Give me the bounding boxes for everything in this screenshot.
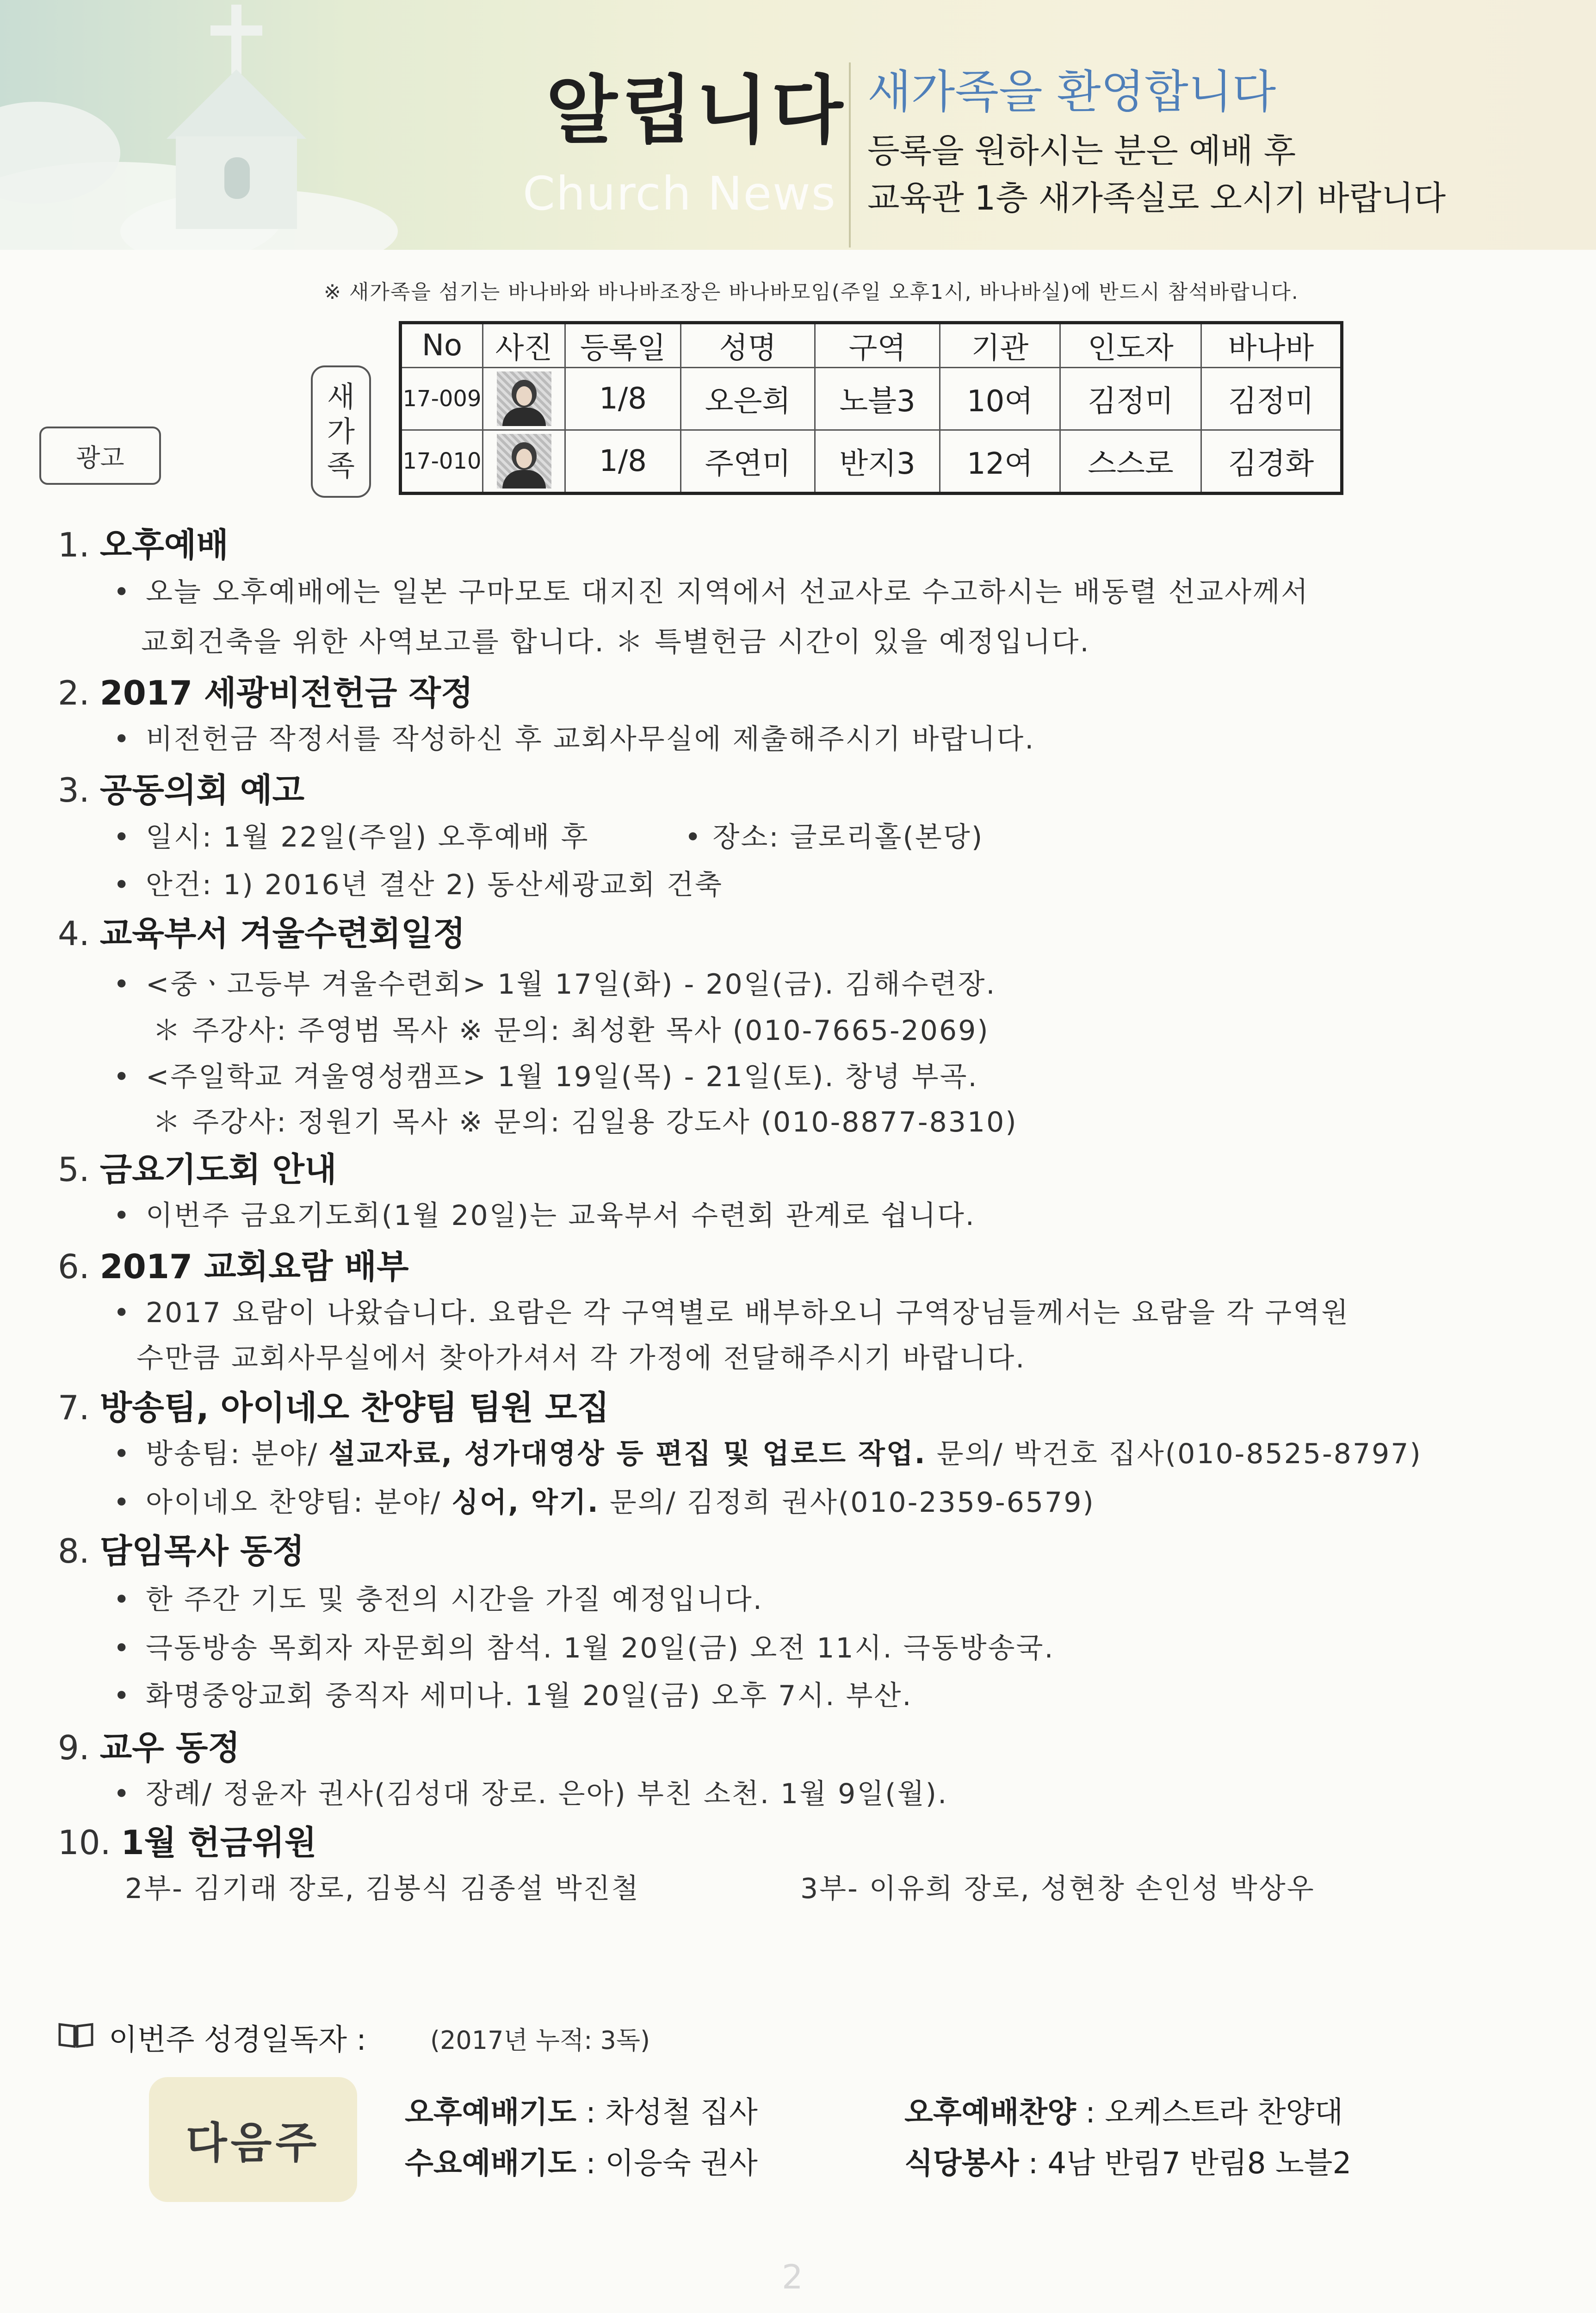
section-line: • 장례/ 정윤자 권사(김성대 장로. 은아) 부친 소천. 1월 9일(월). xyxy=(113,1778,948,1810)
cell-org: 10여 xyxy=(940,368,1060,430)
section-heading: 오후예배 xyxy=(99,526,229,564)
section-line: • <중ㆍ고등부 겨울수련회> 1월 17일(화) - 20일(금). 김해수련장. xyxy=(113,968,996,1001)
bible-reading-label: 이번주 성경일독자 : xyxy=(109,2023,366,2057)
section-line: • 방송팀: 분야/ 설교자료, 성가대영상 등 편집 및 업로드 작업. 문의/ 박건호 집사(010-8525-8797) xyxy=(113,1438,1422,1470)
barnabas-notice: ※ 새가족을 섬기는 바나바와 바나바조장은 바나바모임(주일 오후1시, 바나바실)에 반드시 참석바랍니다. xyxy=(324,280,1299,304)
section-heading: 교육부서 겨울수련회일정 xyxy=(99,914,465,953)
section-title xyxy=(58,1721,240,1769)
banner-divider xyxy=(849,62,851,247)
section-line: • 극동방송 목회자 자문회의 참석. 1월 20일(금) 오전 11시. 극동방송국. xyxy=(113,1632,1055,1664)
church-illustration xyxy=(0,0,509,250)
section-title xyxy=(58,1143,337,1191)
cell-guide: 김정미 xyxy=(1060,368,1201,430)
next-week-label: 다음주 xyxy=(186,2118,321,2168)
column-header: No xyxy=(401,323,483,368)
bible-reading-note: (2017년 누적: 3독) xyxy=(430,2026,650,2055)
cell-name: 주연미 xyxy=(681,430,815,493)
section-title xyxy=(58,1381,609,1429)
side-label-char: 새 xyxy=(327,380,355,414)
section-number: 5. xyxy=(58,1150,90,1189)
welcome-title: 새가족을 환영합니다 xyxy=(867,66,1276,118)
section-heading: 교우 동정 xyxy=(99,1728,240,1767)
next-week-item: 오후예배찬양 : 오케스트라 찬양대 xyxy=(904,2096,1343,2130)
ad-label-box xyxy=(39,427,161,485)
next-week-item: 오후예배기도 : 차성철 집사 xyxy=(405,2096,758,2130)
section-line: ＊ 주강사: 정원기 목사 ※ 문의: 김일용 강도사 (010-8877-8310) xyxy=(153,1106,1018,1138)
section-number: 3. xyxy=(58,771,90,810)
new-family-side-label xyxy=(311,365,371,498)
column-header: 사진 xyxy=(483,323,565,368)
section-heading: 공동의회 예고 xyxy=(99,771,305,810)
column-header: 등록일 xyxy=(565,323,681,368)
column-header: 성명 xyxy=(681,323,815,368)
column-header: 바나바 xyxy=(1201,323,1342,368)
next-week-box xyxy=(149,2077,357,2202)
section-title xyxy=(58,1816,316,1864)
cell-photo xyxy=(483,368,565,430)
section-number: 2. xyxy=(58,674,90,712)
section-line: • 안건: 1) 2016년 결산 2) 동산세광교회 건축 xyxy=(113,869,723,901)
cell-guide: 스스로 xyxy=(1060,430,1201,493)
cell-org: 12여 xyxy=(940,430,1060,493)
section-number: 10. xyxy=(58,1823,111,1862)
section-heading: 2017 세광비전헌금 작정 xyxy=(99,674,473,712)
cell-no: 17-010 xyxy=(401,430,483,493)
section-title xyxy=(58,1240,409,1288)
welcome-line-2: 교육관 1층 새가족실로 오시기 바랍니다 xyxy=(867,179,1446,217)
cell-barnabas: 김경화 xyxy=(1201,430,1342,493)
cell-date: 1/8 xyxy=(565,368,681,430)
section-line: • 한 주간 기도 및 충전의 시간을 가질 예정입니다. xyxy=(113,1583,763,1616)
cell-district: 노블3 xyxy=(815,368,940,430)
member-photo xyxy=(497,434,551,489)
side-label-char: 가 xyxy=(327,414,355,448)
new-family-table xyxy=(399,321,1343,495)
section-heading: 담임목사 동정 xyxy=(99,1532,305,1571)
section-heading: 1월 헌금위원 xyxy=(121,1823,317,1862)
ad-label: 광고 xyxy=(76,443,124,472)
section-number: 6. xyxy=(58,1247,90,1286)
section-line: • 아이네오 찬양팀: 분야/ 싱어, 악기. 문의/ 김정희 권사(010-2359-6579) xyxy=(113,1486,1095,1519)
section-title xyxy=(58,1524,304,1572)
section-heading: 방송팀, 아이네오 찬양팀 팀원 모집 xyxy=(99,1388,610,1427)
section-line: • 이번주 금요기도회(1월 20일)는 교육부서 수련회 관계로 쉽니다. xyxy=(113,1200,976,1232)
section-line: • 화명중앙교회 중직자 세미나. 1월 20일(금) 오후 7시. 부산. xyxy=(113,1680,913,1712)
table-row xyxy=(401,368,1342,430)
cell-district: 반지3 xyxy=(815,430,940,493)
section-line: • 2017 요람이 나왔습니다. 요람은 각 구역별로 배부하오니 구역장님들께서는 요람을 각 구역원 xyxy=(113,1297,1350,1329)
page-number: 2 xyxy=(782,2257,803,2296)
column-header: 기관 xyxy=(940,323,1060,368)
section-number: 9. xyxy=(58,1728,90,1767)
page-title: 알립니다 xyxy=(546,67,847,154)
section-heading: 금요기도회 안내 xyxy=(99,1150,337,1189)
table-row xyxy=(401,430,1342,493)
section-number: 8. xyxy=(58,1532,90,1571)
section-line: • 장소: 글로리홀(본당) xyxy=(685,821,984,853)
cell-no: 17-009 xyxy=(401,368,483,430)
section-number: 1. xyxy=(58,526,90,564)
section-number: 4. xyxy=(58,914,90,953)
table-header-row xyxy=(401,323,1342,368)
page-subtitle: Church News xyxy=(523,167,836,221)
section-title xyxy=(58,907,465,955)
section-line: 수만큼 교회사무실에서 찾아가셔서 각 가정에 전달해주시기 바랍니다. xyxy=(136,1342,1026,1374)
section-line: • <주일학교 겨울영성캠프> 1월 19일(목) - 21일(토). 창녕 부곡. xyxy=(113,1061,978,1093)
section-line: 교회건축을 위한 사역보고를 합니다. ＊ 특별헌금 시간이 있을 예정입니다. xyxy=(141,626,1090,658)
next-week-item: 식당봉사 : 4남 반림7 반림8 노블2 xyxy=(904,2146,1352,2181)
column-header: 인도자 xyxy=(1060,323,1201,368)
book-icon xyxy=(58,2021,94,2048)
cell-date: 1/8 xyxy=(565,430,681,493)
section-heading: 2017 교회요람 배부 xyxy=(99,1247,409,1286)
section-line: • 오늘 오후예배에는 일본 구마모토 대지진 지역에서 선교사로 수고하시는 배동렬 선교사께서 xyxy=(113,576,1310,608)
section-title xyxy=(58,666,473,714)
cell-barnabas: 김정미 xyxy=(1201,368,1342,430)
side-label-char: 족 xyxy=(327,449,355,483)
welcome-line-1: 등록을 원하시는 분은 예배 후 xyxy=(867,131,1296,170)
section-line: • 일시: 1월 22일(주일) 오후예배 후 xyxy=(113,821,589,853)
section-line: 3부- 이유희 장로, 성현창 손인성 박상우 xyxy=(800,1873,1315,1905)
section-line: 2부- 김기래 장로, 김봉식 김종설 박진철 xyxy=(125,1873,640,1905)
section-line: • 비전헌금 작정서를 작성하신 후 교회사무실에 제출해주시기 바랍니다. xyxy=(113,723,1035,755)
section-title xyxy=(58,763,304,811)
section-number: 7. xyxy=(58,1388,90,1427)
section-line: ＊ 주강사: 주영범 목사 ※ 문의: 최성환 목사 (010-7665-2069) xyxy=(153,1014,990,1047)
column-header: 구역 xyxy=(815,323,940,368)
cell-name: 오은희 xyxy=(681,368,815,430)
cell-photo xyxy=(483,430,565,493)
next-week-item: 수요예배기도 : 이응숙 권사 xyxy=(405,2146,758,2181)
member-photo xyxy=(497,371,551,426)
section-title xyxy=(58,518,229,566)
